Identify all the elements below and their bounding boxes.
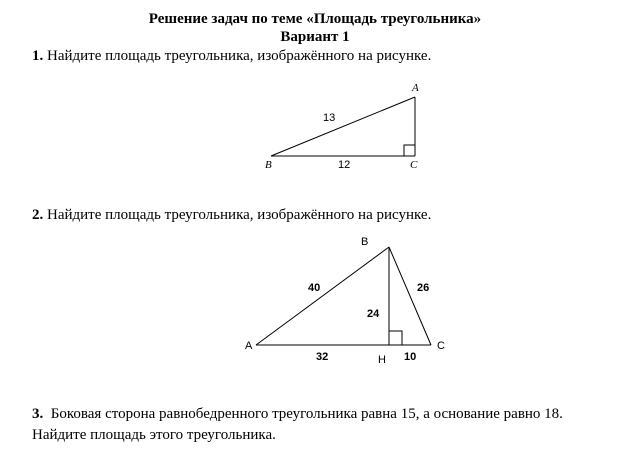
fig2-side-bc — [389, 247, 431, 345]
fig1-vertex-a: A — [412, 82, 419, 94]
page-title: Решение задач по теме «Площадь треугольника» — [148, 11, 482, 27]
task-1-text: Найдите площадь треугольника, изображённого на рисунке. — [47, 48, 432, 64]
fig1-base-label: 12 — [338, 159, 351, 171]
task-3-text-2: Найдите площадь этого треугольника. — [32, 427, 276, 443]
fig2-side-ab — [256, 247, 389, 345]
fig2-vertex-a: A — [245, 340, 253, 352]
task-3-text-1: Боковая сторона равнобедренного треугольника равна 15, а основание равно 18. — [50, 406, 563, 422]
fig1-side-ab — [271, 97, 415, 156]
figure-2 — [256, 247, 431, 345]
task-2-number: 2. — [32, 207, 44, 223]
fig2-side-ab-label: 40 — [308, 282, 321, 294]
figure-1 — [271, 97, 415, 156]
task-2-text: Найдите площадь треугольника, изображённого на рисунке. — [47, 207, 432, 223]
task-3-number: 3. — [32, 406, 44, 422]
fig2-right-angle-mark — [389, 331, 402, 345]
fig1-right-angle-mark — [404, 145, 415, 156]
fig2-height-label: 24 — [367, 308, 380, 320]
fig1-vertex-b: B — [265, 159, 272, 171]
task-1-number: 1. — [32, 48, 44, 64]
fig2-segment-ah-label: 32 — [316, 351, 329, 363]
fig2-vertex-c: C — [437, 340, 445, 352]
fig2-vertex-h: H — [378, 354, 386, 366]
variant-label: Вариант 1 — [280, 29, 350, 45]
fig2-side-bc-label: 26 — [417, 282, 430, 294]
fig1-hypotenuse-label: 13 — [323, 112, 336, 124]
fig1-vertex-c: C — [410, 159, 418, 171]
fig2-vertex-b: B — [361, 236, 369, 248]
fig2-segment-hc-label: 10 — [404, 351, 417, 363]
